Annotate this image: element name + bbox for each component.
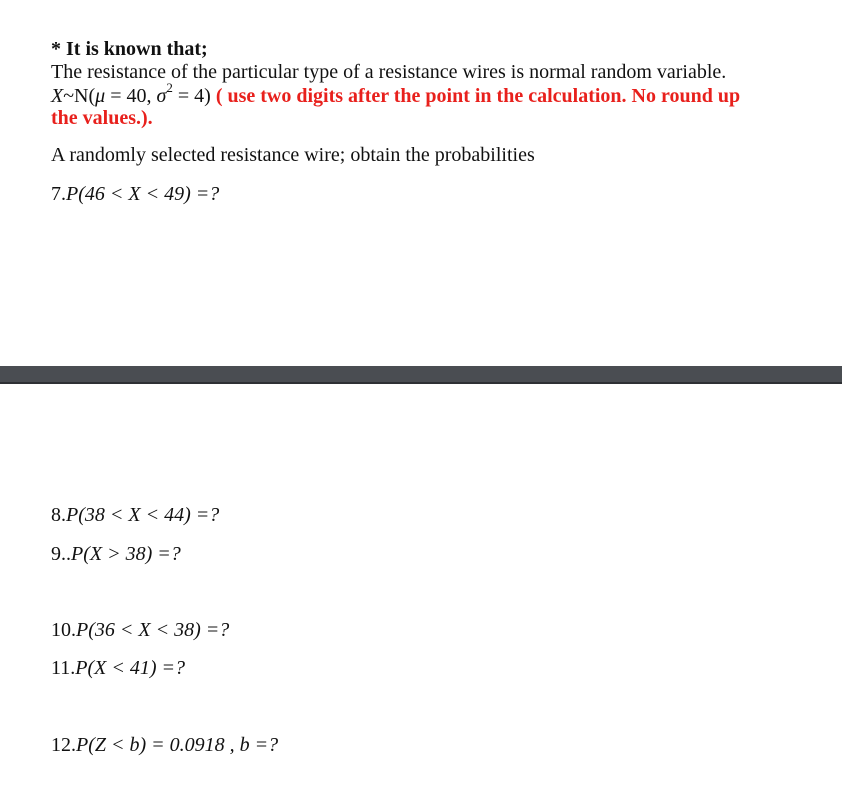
- mu-symbol: μ: [95, 85, 106, 107]
- variable-x: X: [51, 85, 64, 107]
- question-number: 11.: [51, 657, 76, 679]
- question-number: 8.: [51, 504, 66, 526]
- question-expression: P(46 < X < 49) =?: [66, 183, 220, 205]
- question-number: 10.: [51, 619, 76, 641]
- header-line: * It is known that;: [51, 38, 208, 60]
- question-expression: P(38 < X < 44) =?: [66, 504, 220, 526]
- question-12: [51, 733, 278, 757]
- question-expression: P(Z < b) = 0.0918 , b =?: [76, 734, 279, 756]
- question-expression: P(36 < X < 38) =?: [76, 619, 230, 641]
- mu-value: = 40,: [105, 85, 157, 107]
- question-expression: P(X < 41) =?: [75, 657, 186, 679]
- question-11: [51, 656, 185, 680]
- question-number: 12.: [51, 734, 76, 756]
- sigma-value: = 4): [172, 85, 211, 107]
- prompt-line: A randomly selected resistance wire; obtain the probabilities: [51, 144, 535, 166]
- question-number: 9..: [51, 543, 71, 565]
- question-7: [51, 182, 219, 206]
- question-number: 7.: [51, 183, 66, 205]
- question-expression: P(X > 38) =?: [71, 543, 181, 565]
- question-9: [51, 542, 181, 566]
- page-divider: [0, 366, 842, 384]
- distribution-line: [51, 80, 741, 108]
- sigma-exponent: 2: [166, 80, 173, 96]
- sigma-symbol: σ: [156, 85, 167, 107]
- instruction-text-2: the values.).: [51, 107, 153, 129]
- instruction-text-1: ( use two digits after the point in the calculation. No round up: [210, 85, 741, 107]
- intro-line: The resistance of the particular type of a resistance wires is normal random variable.: [51, 61, 727, 83]
- question-10: [51, 618, 229, 642]
- tilde-n: ~N(: [63, 85, 96, 107]
- question-8: [51, 503, 219, 527]
